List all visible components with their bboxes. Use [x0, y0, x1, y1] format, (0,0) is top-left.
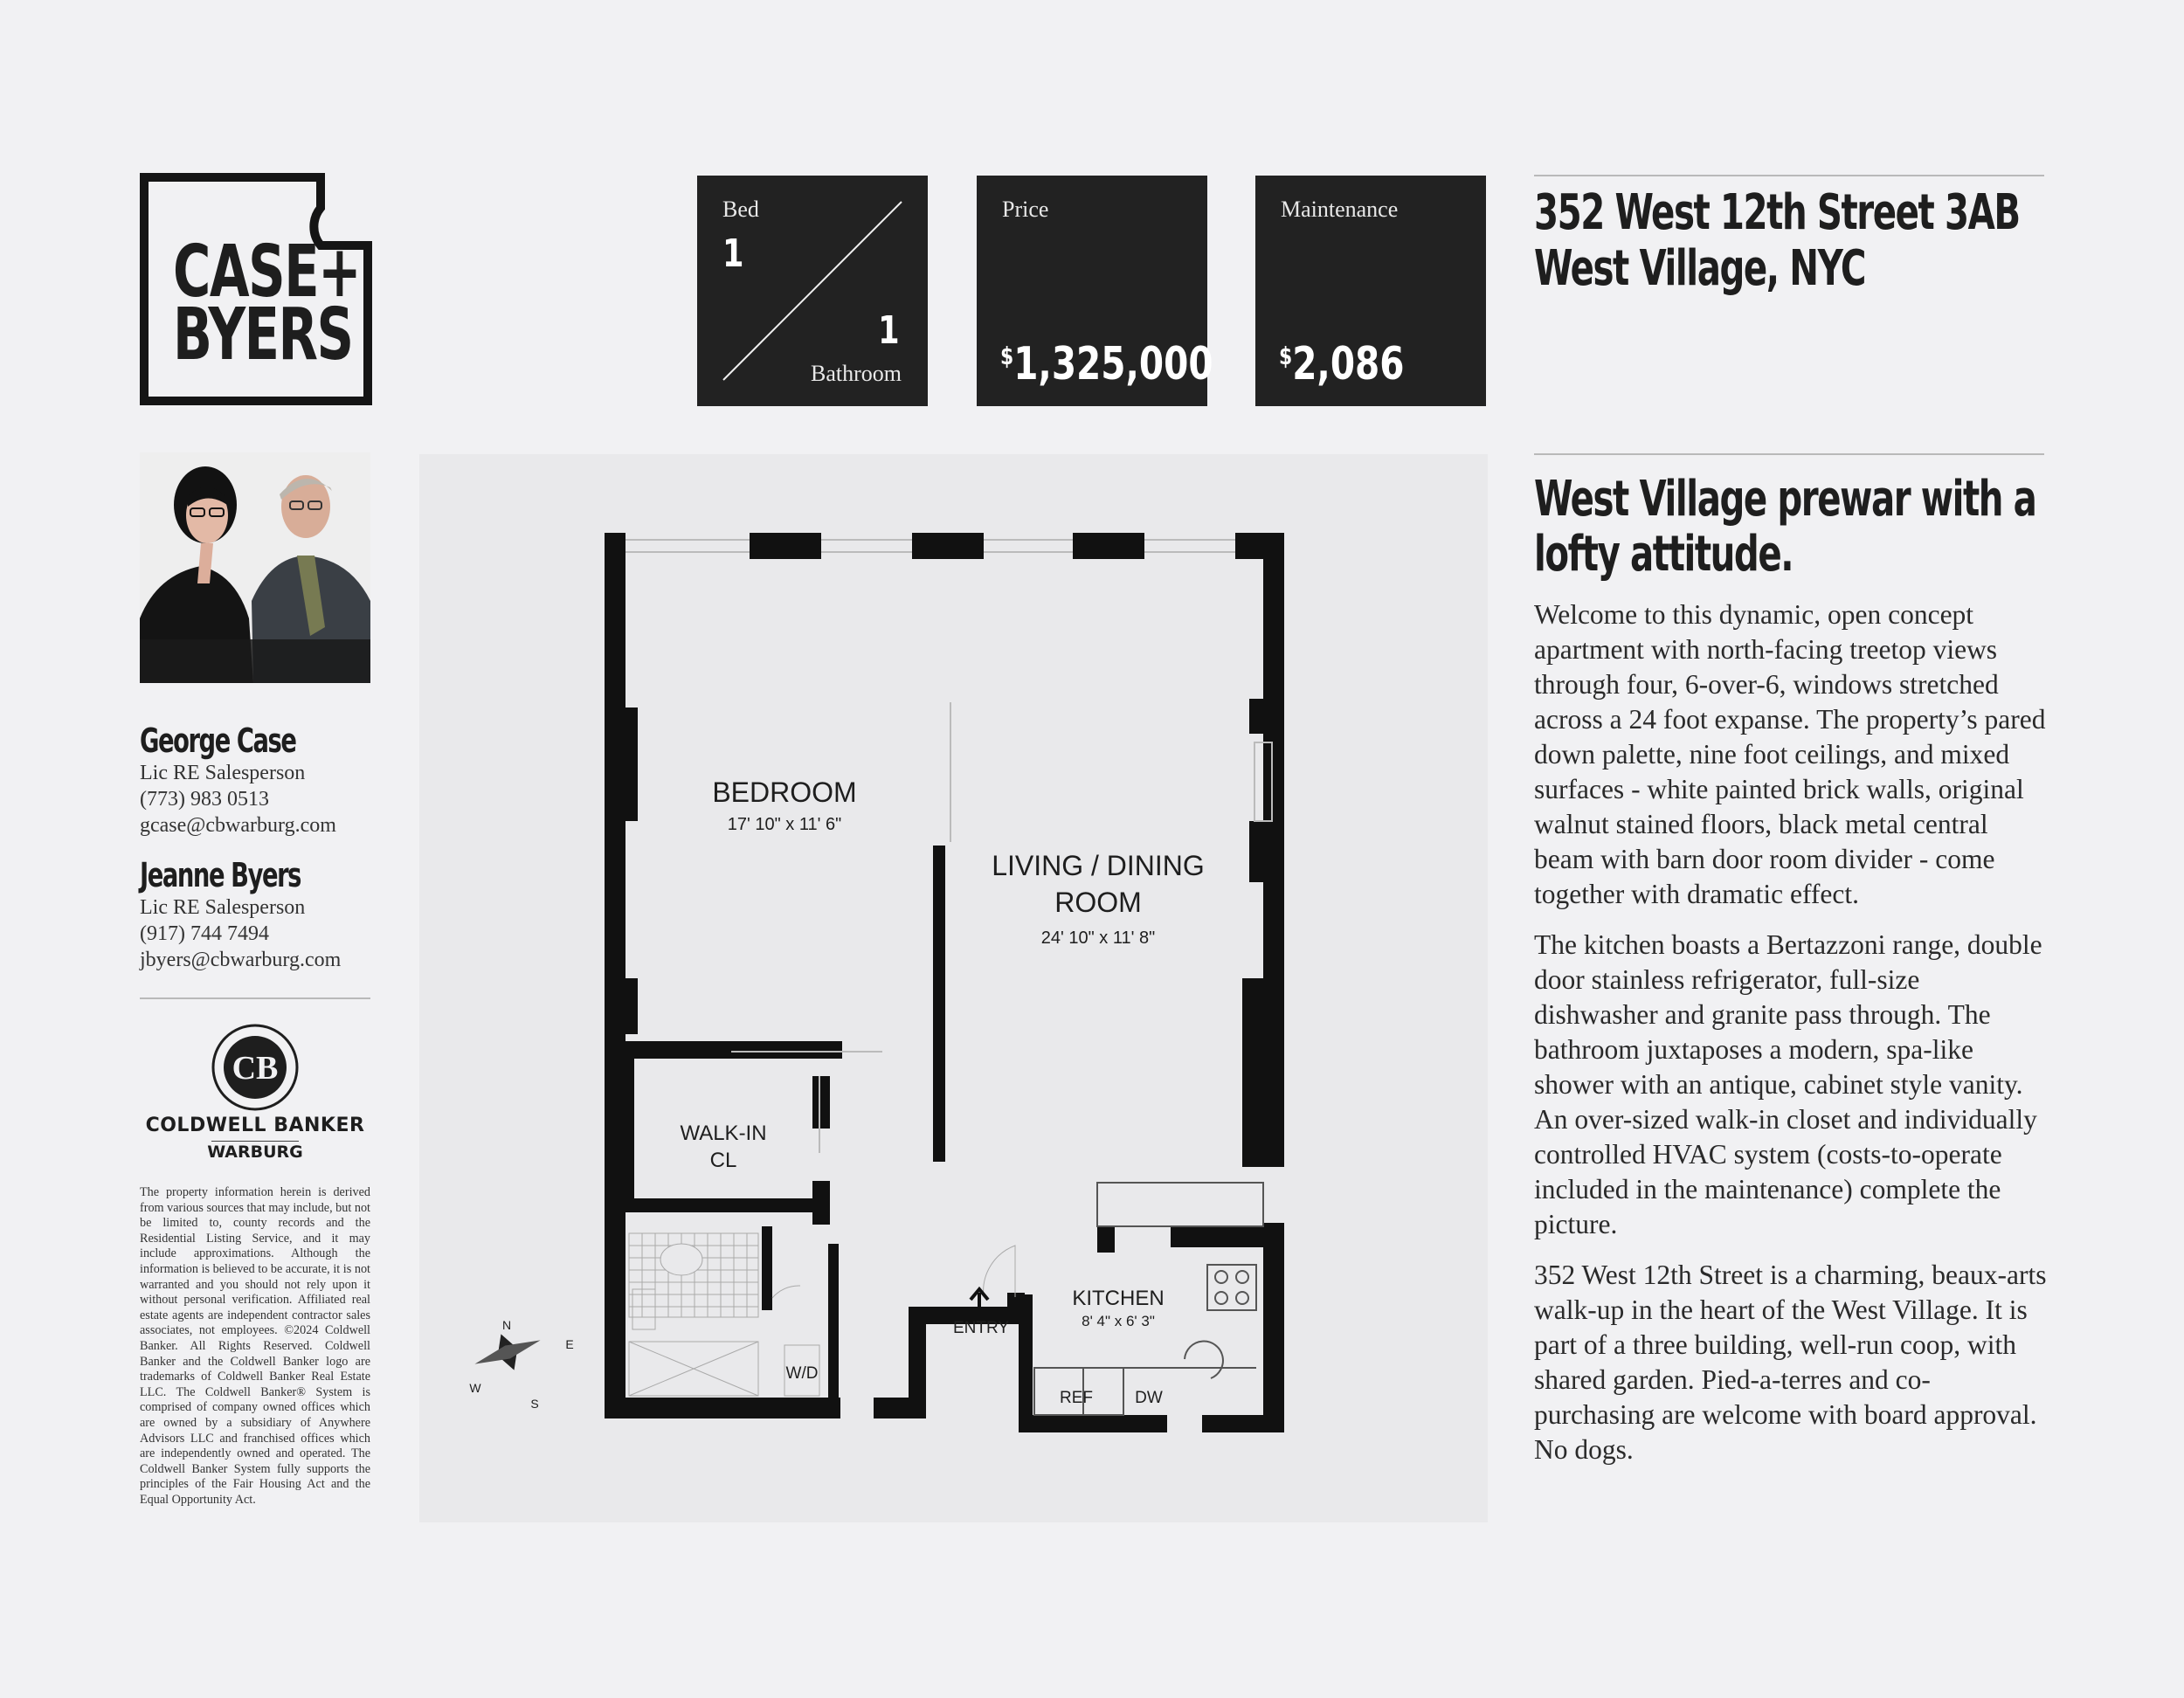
compass-w: W	[469, 1381, 481, 1395]
agent-name: Jeanne Byers	[140, 856, 301, 894]
label-walkin: WALK-IN	[680, 1122, 767, 1145]
label-bedroom: BEDROOM	[712, 777, 857, 808]
listing-headline	[1534, 472, 2184, 582]
label-kitchen-dim: 8' 4" x 6' 3"	[1082, 1313, 1155, 1329]
logo-text-line1: CASE+	[173, 231, 361, 314]
maintenance-currency: $	[1279, 342, 1293, 370]
address-line1: 352 West 12th Street 3AB	[1534, 184, 2020, 241]
agent-phone[interactable]: (917) 744 7494	[140, 922, 269, 945]
logo-text-line2: BYERS	[173, 293, 353, 376]
label-living: LIVING / DINING	[992, 850, 1205, 881]
cb-emblem-text: CB	[232, 1050, 279, 1087]
compass-s: S	[530, 1397, 539, 1411]
price-value	[1000, 338, 1213, 390]
agent-email[interactable]: gcase@cbwarburg.com	[140, 814, 336, 837]
broker-office: WARBURG	[207, 1142, 303, 1162]
agent-email[interactable]: jbyers@cbwarburg.com	[140, 949, 342, 971]
price-box	[977, 176, 1213, 406]
cb-emblem-icon	[211, 1024, 299, 1111]
broker-divider	[211, 1141, 299, 1142]
maintenance-box	[1255, 176, 1486, 406]
bath-value: 1	[878, 308, 900, 353]
address-rule	[1534, 175, 2044, 176]
compass-n: N	[501, 1318, 512, 1332]
label-dw: DW	[1135, 1389, 1163, 1407]
maintenance-value	[1279, 338, 1404, 390]
label-living-dim: 24' 10" x 11' 8"	[1040, 928, 1156, 948]
price-label: Price	[1002, 197, 1049, 222]
address-line2: West Village, NYC	[1534, 240, 1866, 297]
bed-bath-box	[697, 176, 928, 406]
label-ref: REF	[1060, 1389, 1093, 1407]
listing-description	[1534, 597, 2049, 1483]
maintenance-label: Maintenance	[1281, 197, 1399, 222]
price-amount: 1,325,000	[1013, 338, 1213, 390]
compass-e: E	[565, 1337, 574, 1351]
label-bedroom-dim: 17' 10" x 11' 6"	[727, 815, 842, 834]
label-kitchen: KITCHEN	[1072, 1287, 1165, 1310]
label-walkin-2: CL	[709, 1149, 737, 1172]
description-paragraph: The kitchen boasts a Bertazzoni range, double door stainless refrigerator, full-size dishwasher and granite pass through. The bathroom juxtaposes a modern, spa-like shower with an antique, cabinet style vanity. An over-sized walk-in closet and individually controlled HVAC system (costs-to-operate included in the maintenance) complete the picture.	[1534, 929, 2042, 1239]
label-entry: ENTRY	[952, 1319, 1010, 1337]
agent-phone[interactable]: (773) 983 0513	[140, 788, 269, 811]
agent-name: George Case	[140, 721, 296, 760]
label-living-2: ROOM	[1054, 887, 1142, 918]
agents-photo	[140, 452, 370, 683]
price-currency: $	[1000, 342, 1014, 370]
bath-label: Bathroom	[811, 361, 902, 386]
bed-value: 1	[722, 231, 744, 276]
agent-card-1	[140, 721, 356, 839]
label-wd: W/D	[785, 1364, 819, 1383]
address	[1534, 185, 2184, 297]
coldwell-banker-logo	[140, 1024, 370, 1169]
agent-title: Lic RE Salesperson	[140, 896, 306, 919]
disclaimer: The property information herein is derived from various sources that may include, but not be limited to, county records and the Residential Listing Service, and it may include approximations. Although the information is believed to be accurate, it is not warranted and you should not rely upon it without personal verification. Affiliated real estate agents are independent contractor sales associates, not employees. ©2024 Coldwell Banker. All Rights Reserved. Coldwell Banker and the Coldwell Banker logo are trademarks of Coldwell Banker Real Estate LLC. The Coldwell Banker® System is comprised of company owned offices which are owned by a subsidiary of Anywhere Advisors LLC and franchised offices which are independently owned and operated. The Coldwell Banker System fully supports the principles of the Fair Housing Act and the Equal Opportunity Act.	[140, 1185, 370, 1507]
maintenance-amount: 2,086	[1292, 338, 1405, 390]
description-paragraph: 352 West 12th Street is a charming, beaux-arts walk-up in the heart of the West Village. It is part of a three building, well-run coop, with shared garden. Pied-a-terres and co-purchasing are welcome with board approval. No dogs.	[1534, 1260, 2047, 1465]
compass-icon	[473, 1330, 543, 1374]
headline-line1: West Village prewar with a	[1534, 471, 2036, 528]
headline-line2: lofty attitude.	[1534, 526, 1794, 583]
description-rule	[1534, 453, 2044, 455]
agent-title: Lic RE Salesperson	[140, 762, 306, 784]
agents-rule	[140, 997, 370, 999]
bed-label: Bed	[722, 197, 759, 222]
description-paragraph: Welcome to this dynamic, open concept apartment with north-facing treetop views through four, 6-over-6, windows stretched across a 24 foot expanse. The property’s pared down palette, nine foot ceilings, and mixed surfaces - white painted brick walls, original walnut stained floors, black metal central beam with barn door room divider - come together with dramatic effect.	[1534, 599, 2046, 909]
floorplan	[419, 454, 1488, 1522]
broker-name: COLDWELL BANKER	[145, 1115, 365, 1136]
agent-card-2	[140, 856, 363, 973]
case-byers-logo	[140, 173, 372, 405]
